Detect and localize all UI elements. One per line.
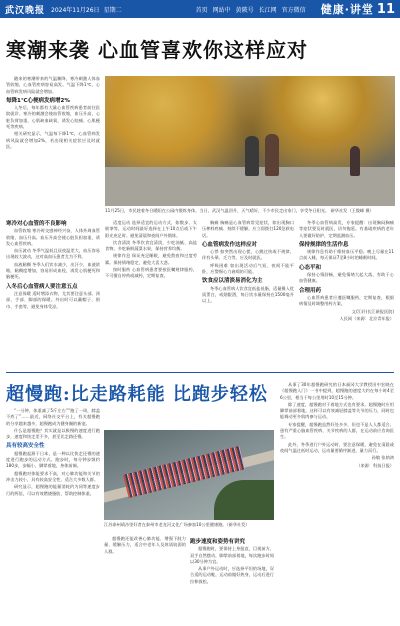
- top-article-col-2: [6, 218, 100, 368]
- photo-person: [265, 134, 279, 176]
- masthead: [0, 0, 400, 18]
- link-huangpi[interactable]: 黄陂号: [235, 6, 254, 14]
- top-sub-4: 心血管病发作这样应对: [202, 241, 258, 248]
- bottom-para-6: 超慢跑时，要保持上身挺直，目视前方，双手自然摆动，脚掌前部着地，每次跑步时间以30分钟为宜。: [190, 546, 274, 564]
- top-right-col-2: 规律作息有助于维持血压平稳。晚上尽量在11点前入睡，每天保证7至8小时的睡眠时间。: [299, 249, 394, 261]
- bottom-headline: 超慢跑:比走路耗能 比跑步轻松: [6, 384, 268, 405]
- newspaper-logo: 武汉晚报: [5, 5, 46, 16]
- link-wechat[interactable]: 官方微信: [281, 6, 306, 14]
- page-number: 11: [376, 1, 395, 17]
- link-site[interactable]: 网站中: [212, 6, 231, 14]
- bottom-photo-caption: 江苏泰州靖沙里好者在泰州市老龙河文化广场参加10公里健康跑。（新华社发）: [104, 522, 250, 527]
- photo-person: [245, 136, 259, 176]
- top-headline: 寒潮来袭 心血管喜欢你这样应对: [6, 38, 308, 62]
- section-title: 健康·讲堂: [320, 3, 374, 16]
- top-right-col: 冬季心血管病高发，专家提醒：出现胸闷胸痛等症状要及时就医，切勿拖延。有基础疾病的老年人要做好防护，定期监测血压。: [299, 220, 394, 238]
- top-right-sub-1: 保持规律的生活作息: [299, 241, 349, 248]
- top-sub-2: 寒冷对心血管的不良影响: [6, 221, 67, 227]
- top-photo-credit: 新华社发（王俊峰 摄）: [330, 208, 374, 213]
- link-home[interactable]: 首页: [195, 6, 208, 14]
- top-article-col-4: [202, 220, 294, 368]
- issue-date: 2024年11月26日: [51, 6, 100, 14]
- bottom-photo: [104, 430, 274, 520]
- bottom-byline: 孙敏 张纳鸿: [371, 455, 394, 461]
- link-cjn[interactable]: 长江网: [258, 6, 277, 14]
- bottom-intro: “一分钟，体重减了5斤左右”“跑了一周，膝盖不疼了”……最近，网络社交平台上，有关超慢跑的分享越来越多，超慢跑成为健身圈的新宠。: [6, 408, 100, 426]
- bottom-article-col-1: [6, 408, 100, 620]
- bottom-byline-2: （来源：科技日报）: [356, 462, 394, 468]
- top-para-10: 按时服药 心血管病患者要按医嘱规律服药，不可擅自停药或减药，定期复查。: [105, 267, 197, 279]
- bottom-para-7: 从事户外运动时，应选择平坦的场地，穿合适的运动鞋，运动前做好热身，运动后进行拉伸放松。: [190, 566, 274, 584]
- bottom-para-4: 研究显示，超慢跑的能量消耗约为同等速度步行的两倍，可以有效燃烧脂肪，帮助控制体重。: [6, 484, 100, 496]
- bottom-right-col: 从事了30年超慢跑研究的日本福冈大学教授田中宏晓在《超慢跑入门》一书中提到，超慢跑的速度大约在每小时4至6公里，相当于每公里用时10至15分钟。: [280, 382, 394, 400]
- top-sub-5: 饮食应以清淡易消化为主: [202, 278, 263, 285]
- top-sub-1: 每降1℃心梗病发病增2%: [6, 97, 70, 104]
- top-right-sub-2: 心态平和: [299, 264, 322, 271]
- top-para-12: 心悸 如突然出现心慌、心跳过快或不规律，伴有头晕、乏力等，应及时就医。: [202, 249, 294, 261]
- top-byline: 文/江轩(长江新报医院): [351, 308, 394, 314]
- bottom-para-5: 超慢跑还能改善心肺功能、增强下肢力量、缓解压力，适合中老年人及体质较弱的人群。: [104, 536, 186, 554]
- top-para-4: 血压波动 冬季气温低且昼夜温差大，血压容易出现较大波动，这对高血压患者尤为不利。: [6, 248, 100, 260]
- top-right-col-3: 保持心情舒畅，避免情绪大起大落，有助于心血管健康。: [299, 272, 394, 284]
- bottom-para-3: 超慢跑对体能要求不高，对心肺功能和关节的冲击力较小，具有较高安全性，适合大多数人群。: [6, 470, 100, 482]
- top-right-sub-3: 合理用药: [299, 287, 322, 294]
- bottom-right-col-4: 此外，冬季进行户外运动时，要注意保暖，避免在清晨或夜间气温过低时运动，运动量要循序渐进，量力而行。: [280, 441, 394, 453]
- top-para-2: 相关研究显示，气温每下降1℃，心血管病发病风险就会增加2%，若出现相关症状应及时就医。: [6, 131, 100, 149]
- bottom-article-col-2: [104, 536, 186, 620]
- bottom-right-col-2: 除了速度，超慢跑对于着地方式也有要求。超慢跑时应用脚掌前部着地，这样可以有效减轻膝盖等关节的压力，同时也能调动更多肌肉参与运动。: [280, 401, 394, 420]
- top-para-6: 注意保暖 适时增添衣物，尤其要注意头部、颈部、手部、脚部的保暖。外出时可以戴帽子、围巾、手套等，避免身体受凉。: [6, 290, 100, 309]
- top-article-col-3: [105, 220, 197, 368]
- bottom-article-col-3: [190, 536, 274, 620]
- top-article-col-1: [6, 76, 100, 213]
- top-para-3: 血管收缩 寒冷时交感神经兴奋，人体外周血管收缩，血压升高。血压升高会使心脏负担加重，诱发心血管疾病。: [6, 228, 100, 246]
- masthead-links: [196, 5, 306, 14]
- bottom-sub-1: 具有较高安全性: [6, 443, 45, 450]
- top-para-8: 饮食清淡 冬季饮食宜清淡，少吃油腻、高盐食物。多吃新鲜蔬菜水果，保持营养均衡。: [105, 239, 197, 252]
- top-photo-caption: 11月25日，市民趁着冬日暖阳在公园内锻炼身体。当日，武汉气温回升，天气晴好，不少市民走出家门，享受冬日阳光。 新华社发（王俊峰 摄）: [105, 208, 374, 213]
- section-divider: [6, 372, 394, 373]
- top-photo: [105, 76, 395, 206]
- top-sub-3: 入冬后心血管病人要注意五点: [6, 283, 78, 290]
- top-para-1: 入冬后，每年都有大量心血管疾病患者前往医院就诊。寒冷的刺激会使血管收缩，血压升高，心脏负荷加重，心肌缺血缺氧，诱发心绞痛、心肌梗死等疾病。: [6, 105, 100, 130]
- bottom-article-col-4: [280, 382, 394, 620]
- top-byline-2: 人民网（来源：北京青年报）: [339, 315, 394, 321]
- top-right-col-4: 心血管病患者应遵医嘱服药，定期复查，根据病情及时调整用药方案。: [299, 294, 394, 307]
- top-para-14: 冬季心血管病人饮食宜低盐低脂，适量摄入优质蛋白，戒烟限酒，每日饮水量保持在1500毫升以上。: [202, 285, 294, 304]
- bottom-para-2: 超慢跑起源于日本，是一种以比快走还慢的速度进行跑步的运动方式。跑步时，每分钟步频约180步，步幅小，脚掌着地，身体前倾。: [6, 450, 100, 469]
- bottom-sub-2: 跑步速度和姿势有讲究: [190, 539, 246, 545]
- bottom-para-1: 什么是超慢跑？其实就是以极慢的速度进行跑步，速度和快走差不多，甚至比走路还慢。: [6, 427, 100, 440]
- top-para-13: 呼吸困难 如出现活动后气短、夜间不能平卧，应警惕心力衰竭的可能。: [202, 262, 294, 275]
- bottom-right-col-3: 专家提醒，超慢跑虽然好处多多，但也不是人人都适合。患有严重心脑血管疾病、关节疾病的人群，在运动前应咨询医生。: [280, 421, 394, 440]
- top-para-5: 血液黏稠 冬季人们饮水减少，出汗少，血液浓缩，黏稠度增加，容易形成血栓，诱发心肌梗死和脑梗死。: [6, 261, 100, 280]
- top-para-7: 适度运动 选择适宜的运动方式，如散步、太极拳等，运动时间最好选择在上午10点后或下午阳光充足时。避免清晨和夜间户外锻炼。: [105, 220, 197, 238]
- issue-weekday: 星期二: [103, 6, 122, 14]
- top-para-11: 胸痛 胸痛是心血管病常见症状，如出现胸口压榨样疼痛、持续不缓解，应立即拨打120急救电话。: [202, 220, 294, 238]
- photo-person: [350, 146, 360, 176]
- top-para-9: 规律作息 保证充足睡眠，避免熬夜和过度劳累。保持情绪稳定，避免大喜大悲。: [105, 253, 197, 265]
- top-article-col-5: [299, 220, 394, 368]
- top-intro: 随来的寒潮带来的气温骤降，寒冷刺激人体血管收缩，心血管疾病容易高发。气温下降1℃，心血管病发病风险就会增加。: [6, 76, 100, 94]
